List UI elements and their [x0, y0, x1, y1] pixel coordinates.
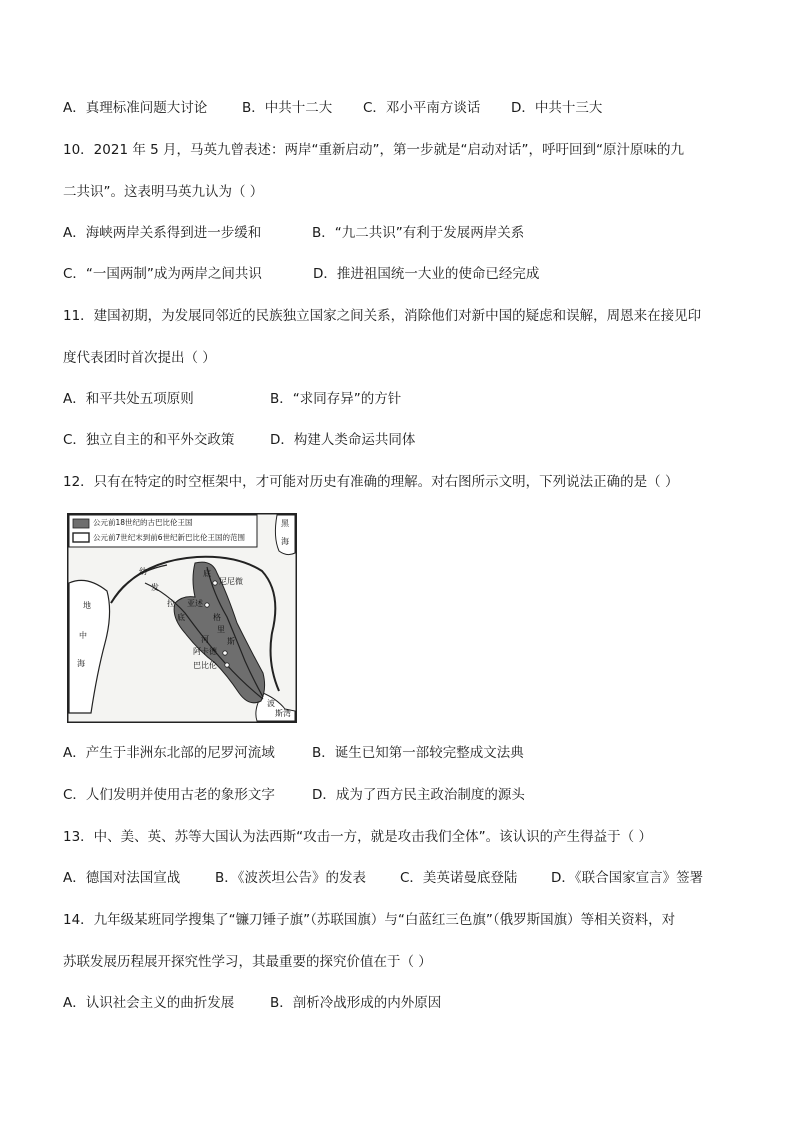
q14-option-b[interactable]: B．剖析冷战形成的内外原因 [270, 995, 442, 1011]
map-label-nineveh: 尼尼微 [219, 577, 243, 586]
city-assur-marker [205, 603, 209, 607]
map-label-babylon: 巴比伦 [193, 661, 217, 670]
map-label-tigris-4: 斯 [227, 637, 235, 646]
map-label-euphrates-3: 拉 [167, 599, 175, 608]
q12-option-c[interactable]: C．人们发明并使用古老的象形文字 [63, 787, 275, 803]
q12-option-b[interactable]: B．诞生已知第一部较完整成文法典 [312, 745, 524, 761]
map-label-euphrates-1: 幼 [139, 567, 147, 576]
map-label-gulf-1: 波 [267, 699, 275, 708]
q10-option-c[interactable]: C．“一国两制”成为两岸之间共识 [63, 266, 262, 282]
map-label-black-sea-1: 黑 [281, 519, 289, 528]
q10-option-b[interactable]: B．“九二共识”有利于发展两岸关系 [312, 225, 525, 241]
legend-swatch-dark [73, 519, 89, 528]
map-legend-1: 公元前18世纪的古巴比伦王国 [93, 518, 193, 527]
q11-option-c[interactable]: C．独立自主的和平外交政策 [63, 432, 235, 448]
map-label-euphrates-4: 底 [177, 613, 185, 622]
legend-swatch-outline [73, 533, 89, 542]
map-label-med-2: 中 [79, 631, 87, 640]
q14-stem-line2: 苏联发展历程展开探究性学习，其最重要的探究价值在于（ ） [63, 954, 432, 970]
map-label-med-3: 海 [77, 659, 85, 668]
map-label-euphrates-2: 发 [151, 583, 159, 592]
q11-stem-line1: 11．建国初期，为发展同邻近的民族独立国家之间关系，消除他们对新中国的疑虑和误解，周恩来在接见印 [63, 308, 702, 324]
map-label-assur: 亚述 [187, 599, 203, 608]
map-label-tigris-2: 格 [213, 613, 221, 622]
q13-option-c[interactable]: C．美英诺曼底登陆 [400, 870, 518, 886]
q13-stem: 13．中、美、英、苏等大国认为法西斯“攻击一方，就是攻击我们全体”。该认识的产生得益于（ ） [63, 829, 652, 845]
map-label-akkad: 阿卡德 [193, 647, 217, 656]
map-label-gulf-2: 斯湾 [275, 709, 291, 718]
q11-option-b[interactable]: B．“求同存异”的方针 [270, 391, 402, 407]
map-label-tigris-1: 底 [203, 569, 211, 578]
q10-stem-line2: 二共识”。这表明马英九认为（ ） [63, 184, 264, 200]
map-label-med-1: 地 [83, 601, 91, 610]
city-akkad-marker [223, 651, 227, 655]
city-babylon-marker [225, 663, 229, 667]
q14-stem-line1: 14．九年级某班同学搜集了“镰刀锤子旗”（苏联国旗）与“白蓝红三色旗”（俄罗斯国旗）等相关资料，对 [63, 912, 676, 928]
q13-option-d[interactable]: D．《联合国家宣言》签署 [551, 870, 704, 886]
map-legend-2: 公元前7世纪末到前6世纪新巴比伦王国的范围 [93, 533, 246, 542]
q13-option-b[interactable]: B．《波茨坦公告》的发表 [215, 870, 367, 886]
q14-option-a[interactable]: A．认识社会主义的曲折发展 [63, 995, 235, 1011]
q11-option-a[interactable]: A．和平共处五项原则 [63, 391, 194, 407]
q9-option-a[interactable]: A．真理标准问题大讨论 [63, 100, 208, 116]
q11-stem-line2: 度代表团时首次提出（ ） [63, 350, 216, 366]
q9-option-d[interactable]: D．中共十三大 [511, 100, 603, 116]
q13-option-a[interactable]: A．德国对法国宣战 [63, 870, 181, 886]
city-nineveh-marker [213, 581, 217, 585]
q12-map [67, 513, 297, 723]
q10-option-a[interactable]: A．海峡两岸关系得到进一步缓和 [63, 225, 262, 241]
map-label-tigris-3: 里 [217, 625, 225, 634]
map-label-river: 河 [201, 635, 209, 644]
q9-option-b[interactable]: B．中共十二大 [242, 100, 333, 116]
q12-option-a[interactable]: A．产生于非洲东北部的尼罗河流域 [63, 745, 275, 761]
q10-stem-line1: 10．2021 年 5 月，马英九曾表述：两岸“重新启动”，第一步就是“启动对话”，呼吁回到“原汁原味的九 [63, 142, 684, 158]
q12-option-d[interactable]: D．成为了西方民主政治制度的源头 [312, 787, 525, 803]
map-label-black-sea-2: 海 [281, 537, 289, 546]
q12-stem: 12．只有在特定的时空框架中，才可能对历史有准确的理解。对右图所示文明，下列说法正确的是（ ） [63, 474, 679, 490]
q11-option-d[interactable]: D．构建人类命运共同体 [270, 432, 416, 448]
q9-option-c[interactable]: C．邓小平南方谈话 [363, 100, 481, 116]
q10-option-d[interactable]: D．推进祖国统一大业的使命已经完成 [313, 266, 540, 282]
